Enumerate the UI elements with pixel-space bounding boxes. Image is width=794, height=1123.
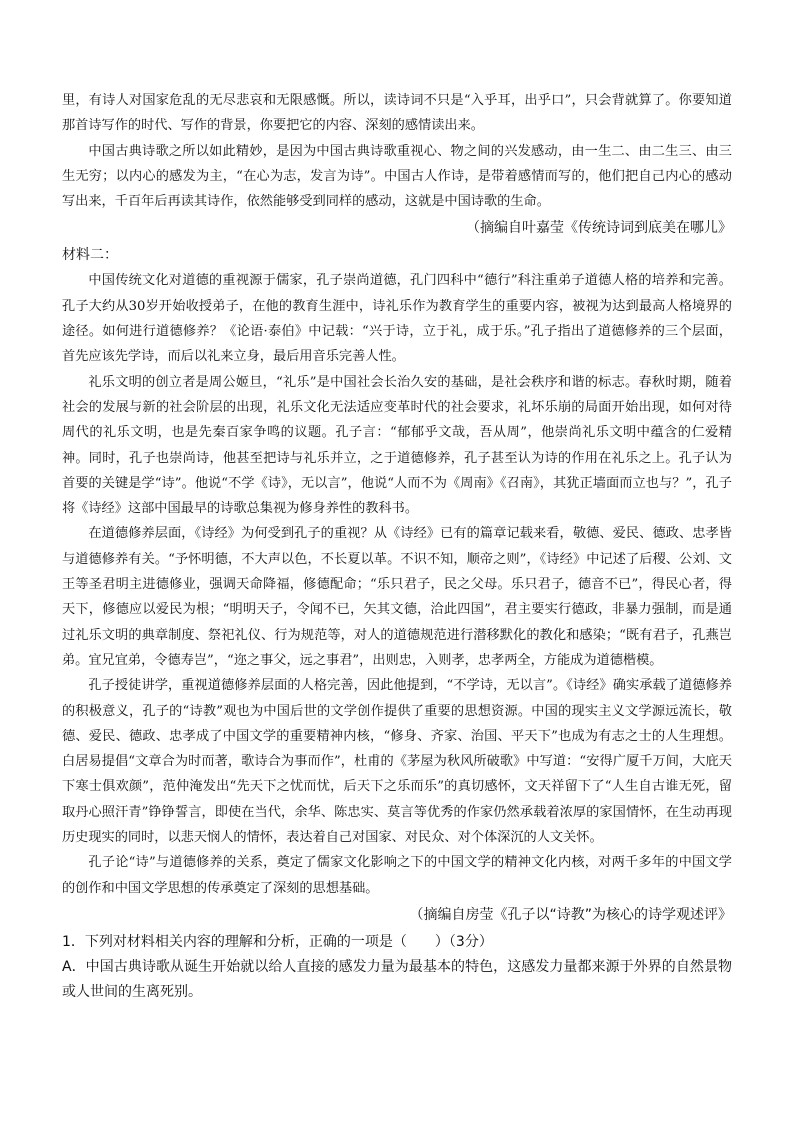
material1-paragraph-1: 里，有诗人对国家危乱的无尽悲哀和无限感慨。所以，读诗词不只是“入乎耳，出乎口”，只会背就算了。你要知道那首诗写作的时代、写作的背景，你要把它的内容、深刻的感情读出来。	[62, 93, 732, 134]
material2-paragraph-2: 礼乐文明的创立者是周公姬旦，“礼乐”是中国社会长治久安的基础，是社会秩序和谐的标志。春秋时期，随着社会的发展与新的社会阶层的出现，礼乐文化无法适应变革时代的社会要求，礼坏乐崩的局面开始出现，如何对待周代的礼乐文明，也是先秦百家争鸣的议题。孔子言：“郁郁乎文哉，吾从周”，他崇尚礼乐文明中蕴含的仁爱精神。同时，孔子也崇尚诗，他甚至把诗与礼乐并立，之于道德修养，孔子甚至认为诗的作用在礼乐之上。孔子认为首要的关键是学“诗”。他说“不学《诗》，无以言”，他说“人而不为《周南》《召南》，其犹正墙面而立也与？”，孔子将《诗经》这部中国最早的诗歌总集视为修身养性的教科书。	[62, 374, 732, 517]
material2-paragraph-5: 孔子论“诗”与道德修养的关系，奠定了儒家文化影响之下的中国文学的精神文化内核，对两千多年的中国文学的创作和中国文学思想的传承奠定了深刻的思想基础。	[62, 855, 732, 896]
material2-paragraph-1: 中国传统文化对道德的重视源于儒家，孔子崇尚道德，孔门四科中“德行”科注重弟子道德人格的培养和完善。孔子大约从30岁开始收授弟子，在他的教育生涯中，诗礼乐作为教育学生的重要内容，被视为达到最高人格境界的途径。如何进行道德修养？《论语·泰伯》中记载：“兴于诗，立于礼，成于乐。”孔子指出了道德修养的三个层面，首先应该先学诗，而后以礼来立身，最后用音乐完善人性。	[62, 273, 732, 365]
question-1-option-a: A．中国古典诗歌从诞生开始就以给人直接的感发力量为最基本的特色，这感发力量都来源于外界的自然景物或人世间的生离死别。	[62, 958, 732, 1000]
material2-paragraph-4: 孔子授徒讲学，重视道德修养层面的人格完善，因此他提到，“不学诗，无以言”。《诗经》确实承载了道德修养的积极意义，孔子的“诗教”观也为中国后世的文学创作提供了重要的思想资源。中国的现实主义文学源远流长，敬德、爱民、德政、忠孝成了中国文学的重要精神内核，“修身、齐家、治国、平天下”也成为有志之士的人生理想。白居易提倡“文章合为时而著，歌诗合为事而作”，杜甫的《茅屋为秋风所破歌》中写道：“安得广厦千万间，大庇天下寒士俱欢颜”，范仲淹发出“先天下之忧而忧，后天下之乐而乐”的真切感怀，文天祥留下了“人生自古谁无死，留取丹心照汗青”铮铮誓言，即使在当代，余华、陈忠实、莫言等优秀的作家仍然承载着浓厚的家国情怀，在生动再现历史现实的同时，以悲天悯人的情怀，表达着自己对国家、对民众、对个体深沉的人文关怀。	[62, 678, 732, 846]
material1-paragraph-2: 中国古典诗歌之所以如此精妙，是因为中国古典诗歌重视心、物之间的兴发感动，由一生二、由二生三、由三生无穷；以内心的感发为主，“在心为志，发言为诗”。中国古人作诗，是带着感情而写的，他们把自己内心的感动写出来，千百年后再读其诗作，依然能够受到同样的感动，这就是中国诗歌的生命。	[62, 143, 732, 210]
material2-source: （摘编自房莹《孔子以“诗教”为核心的诗学观述评》	[409, 906, 732, 923]
material1-source: （摘编自叶嘉莹《传统诗词到底美在哪儿》	[466, 220, 732, 237]
material2-paragraph-3: 在道德修养层面，《诗经》为何受到孔子的重视？从《诗经》已有的篇章记载来看，敬德、爱民、德政、忠孝皆与道德修养有关。“予怀明德，不大声以色，不长夏以革。不识不知，顺帝之则”，《诗经》中记述了后稷、公刘、文王等圣君明主进德修业，强调天命降福，修德配命；“乐只君子，民之父母。乐只君子，德音不已”，得民心者，得天下，修德应以爱民为根；“明明天子，令闻不已，矢其文德，洽此四国”，君主要实行德政，非暴力强制，而是通过礼乐文明的典章制度、祭祀礼仪、行为规范等，对人的道德规范进行潜移默化的教化和感染；“既有君子，孔燕岂弟。宜兄宜弟，令德寿岂”，“迩之事父，远之事君”，出则忠，入则孝，忠孝两全，方能成为道德楷模。	[62, 526, 732, 668]
material2-heading: 材料二：	[62, 247, 118, 264]
question-1-stem: 1．下列对材料相关内容的理解和分析，正确的一项是（ ）（3分）	[62, 933, 493, 950]
document-page	[62, 88, 732, 1005]
